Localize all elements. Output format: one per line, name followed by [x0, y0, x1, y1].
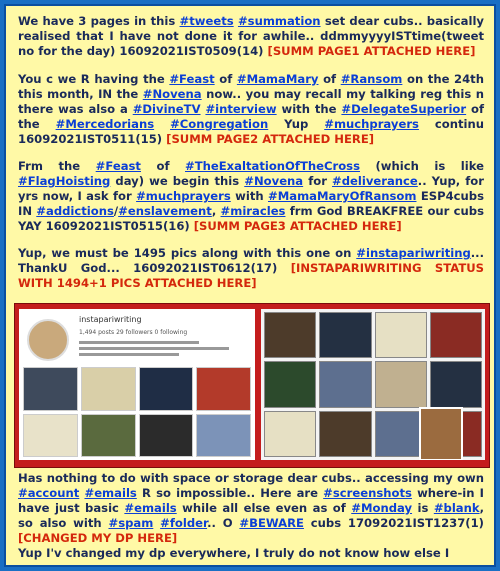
bio-line [79, 347, 229, 350]
collage-thumbnail [375, 312, 427, 358]
post-text [154, 117, 170, 131]
bio-line [79, 353, 179, 356]
hashtag-link[interactable]: #enslavement [118, 204, 212, 218]
bio-line [79, 341, 199, 344]
post-paragraph [6, 471, 494, 546]
post-text: ESP4cubs IN [18, 189, 484, 218]
post-text: continu 16092021IST0511(15) [18, 117, 484, 146]
hashtag-link[interactable]: #instapariwriting [356, 246, 471, 260]
collage-thumbnail [430, 361, 482, 407]
post-thumbnail [196, 414, 251, 458]
post-page [4, 4, 496, 567]
attachment-note: [CHANGED MY DP HERE] [18, 531, 178, 545]
hashtag-link[interactable]: #Ransom [340, 72, 403, 86]
post-text: for [303, 174, 333, 188]
attachment-note: [SUMM PAGE3 ATTACHED HERE] [193, 219, 402, 233]
profile-username: instapariwriting [79, 315, 142, 324]
portrait-photo [419, 407, 463, 460]
post-thumbnail [139, 367, 194, 411]
hashtag-link[interactable]: #blank [433, 501, 480, 515]
post-paragraph [6, 72, 494, 147]
hashtag-link[interactable]: #BEWARE [239, 516, 304, 530]
hashtag-link[interactable]: #addictions [36, 204, 114, 218]
hashtag-link[interactable]: #Congregation [170, 117, 269, 131]
hashtag-link[interactable]: #FlagHoisting [18, 174, 111, 188]
collage-thumbnail [264, 361, 316, 407]
post-paragraph [6, 159, 494, 234]
post-text: with [230, 189, 268, 203]
hashtag-link[interactable]: #Novena [142, 87, 202, 101]
hashtag-link[interactable]: #emails [124, 501, 177, 515]
post-text: .. Yup, for yrs now, I ask for [18, 174, 484, 203]
post-text: You c we R having the [18, 72, 170, 86]
hashtag-link[interactable]: #DelegateSuperior [341, 102, 467, 116]
collage-thumbnail [430, 312, 482, 358]
hashtag-link[interactable]: #Novena [244, 174, 304, 188]
post-text: .. O [207, 516, 240, 530]
post-text: ... ThankU God... 16092021IST0612(17) [18, 246, 484, 275]
attachment-note: [SUMM PAGE1 ATTACHED HERE] [267, 44, 476, 58]
post-text: now.. you may recall my talking reg this n there was also a [18, 87, 484, 116]
post-text: where-in I have just basic [18, 486, 484, 515]
hashtag-link[interactable]: #Monday [351, 501, 413, 515]
collage-thumbnail [319, 411, 371, 457]
post-text: , [211, 204, 221, 218]
hashtag-link[interactable]: #MamaMary [236, 72, 319, 86]
post-text: Yup [268, 117, 325, 131]
post-thumbnail [196, 367, 251, 411]
collage-panel [261, 309, 485, 460]
post-paragraph [6, 14, 494, 59]
post-thumbnail [81, 414, 136, 458]
post-text: Yup I'v changed my dp everywhere, I truly do not know how else I [18, 546, 450, 560]
collage-thumbnail [264, 411, 316, 457]
hashtag-link[interactable]: #muchprayers [324, 117, 419, 131]
post-text: R so impossible.. Here are [136, 486, 324, 500]
post-text: day) we begin this [110, 174, 245, 188]
collage-thumbnail [319, 312, 371, 358]
post-text: (which is like [359, 159, 484, 173]
post-text: Yup, we must be 1495 pics along with this one on [18, 246, 357, 260]
post-text: of the [18, 102, 485, 131]
post-text: cubs 17092021IST1237(1) [303, 516, 484, 530]
post-thumbnail [23, 414, 78, 458]
hashtag-link[interactable]: #deliverance [332, 174, 418, 188]
hashtag-link[interactable]: #TheExaltationOfTheCross [185, 159, 360, 173]
attachment-note: [SUMM PAGE2 ATTACHED HERE] [166, 132, 375, 146]
post-text: Has nothing to do with space or storage dear cubs.. accessing my own [18, 471, 484, 485]
hashtag-link[interactable]: #emails [84, 486, 137, 500]
attachment-note: [INSTAPARIWRITING STATUS WITH 1494+1 PICS ATTACHED HERE] [18, 261, 484, 290]
post-text: while all else even as of [176, 501, 352, 515]
hashtag-link[interactable]: #interview [205, 102, 277, 116]
attached-screenshot [14, 303, 490, 468]
hashtag-link[interactable]: #muchprayers [136, 189, 231, 203]
post-thumbnail [23, 367, 78, 411]
post-paragraph [6, 246, 494, 291]
hashtag-link[interactable]: #spam [108, 516, 154, 530]
hashtag-link[interactable]: #screenshots [323, 486, 412, 500]
hashtag-link[interactable]: #summation [237, 14, 321, 28]
hashtag-link[interactable]: #DivineTV [132, 102, 201, 116]
hashtag-link[interactable]: #Mercedorians [55, 117, 155, 131]
post-text: Frm the [18, 159, 96, 173]
post-text: , so also with [18, 501, 484, 530]
post-text: We have 3 pages in this [18, 14, 180, 28]
post-thumbnail [139, 414, 194, 458]
post-text: of [318, 72, 341, 86]
post-text: is [412, 501, 434, 515]
post-text: of [140, 159, 186, 173]
collage-thumbnail [264, 312, 316, 358]
hashtag-link[interactable]: #folder [160, 516, 208, 530]
hashtag-link[interactable]: #Feast [95, 159, 141, 173]
hashtag-link[interactable]: #tweets [179, 14, 234, 28]
hashtag-link[interactable]: #Feast [169, 72, 215, 86]
post-text: / [113, 204, 119, 218]
post-text: of [214, 72, 237, 86]
profile-stats: 1,494 posts 29 followers 0 following [79, 329, 188, 336]
hashtag-link[interactable]: #MamaMaryOfRansom [268, 189, 417, 203]
avatar [27, 319, 69, 361]
instagram-profile-panel [19, 309, 255, 460]
post-text: frm God BREAKFREE our cubs YAY 16092021IST0515(16) [18, 204, 484, 233]
collage-thumbnail [375, 361, 427, 407]
post-text: set dear cubs.. basically realised that I have not done it for awhile.. ddmmyyyyISTtime(tweet no for the day) 16092021IST0509(14) [18, 14, 484, 58]
post-grid [23, 367, 251, 457]
post-paragraph [6, 546, 459, 561]
hashtag-link[interactable]: #miracles [220, 204, 286, 218]
collage-thumbnail [319, 361, 371, 407]
post-text: with the [276, 102, 342, 116]
hashtag-link[interactable]: #account [18, 486, 80, 500]
post-thumbnail [81, 367, 136, 411]
post-text: on the 24th this month, IN the [18, 72, 484, 101]
